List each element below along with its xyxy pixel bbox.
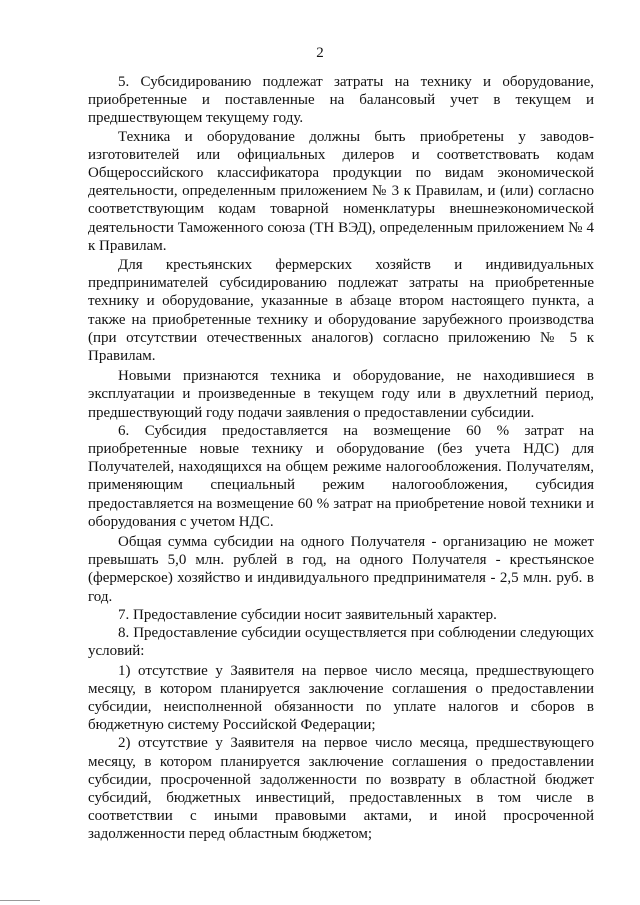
paragraph-5-costs: 5. Субсидированию подлежат затраты на технику и оборудование, приобретенные и поставленные на балансовый учет в текущем и предшествующем текущему году. <box>88 74 594 127</box>
paragraph-farm-holdings: Для крестьянских фермерских хозяйств и индивидуальных предпринимателей субсидированию подлежат затраты на приобретенные технику и оборудование, указанные в абзаце втором настоящего пункта, а также на приобретенные технику и оборудование зарубежного производства (при отсутствии отечественных аналогов) согласно приложению № 5 к Правилам. <box>88 257 594 365</box>
bottom-divider <box>0 900 40 901</box>
page-number: 2 <box>316 45 324 61</box>
paragraph-equipment-requirements: Техника и оборудование должны быть приобретены у заводов-изготовителей или официальных дилеров и соответствовать кодам Общероссийского классификатора продукции по видам экономической деятельности, определенным приложением № 3 к Правилам, и (или) согласно соответствующим кодам товарной номенклатуры внешнеэкономической деятельности Таможенного союза (ТН ВЭД), определенным приложением № 4 к Правилам. <box>88 128 594 254</box>
paragraph-6-subsidy-rate: 6. Субсидия предоставляется на возмещение 60 % затрат на приобретенные новые технику и оборудование (без учета НДС) для Получателей, находящихся на общем режиме налогообложения. Получателям, применяющим специальный режим налогообложения, субсидия предоставляется на возмещение 60 % затрат на приобретение новой техники и оборудования с учетом НДС. <box>88 422 594 530</box>
paragraph-7-declarative: 7. Предоставление субсидии носит заявительный характер. <box>118 606 497 623</box>
condition-item-1: 1) отсутствие у Заявителя на первое число месяца, предшествующего месяцу, в котором планируется заключение соглашения о предоставлении субсидии, неисполненной обязанности по уплате налогов и сборов в бюджетную систему Российской Федерации; <box>88 662 594 734</box>
paragraph-new-equipment: Новыми признаются техника и оборудование, не находившиеся в эксплуатации и произведенные в текущем году или в двухлетний период, предшествующий году подачи заявления о предоставлении субсидии. <box>88 368 594 421</box>
document-body <box>88 73 594 844</box>
paragraph-8-conditions: 8. Предоставление субсидии осуществляется при соблюдении следующих условий: <box>88 625 594 660</box>
condition-item-2: 2) отсутствие у Заявителя на первое число месяца, предшествующего месяцу, в котором планируется заключение соглашения о предоставлении субсидии, просроченной задолженности по возврату в областной бюджет субсидий, бюджетных инвестиций, предоставленных в том числе в соответствии с иными правовыми актами, и иной просроченной задолженности перед областным бюджетом; <box>88 735 594 843</box>
paragraph-subsidy-limit: Общая сумма субсидии на одного Получателя - организацию не может превышать 5,0 млн. рублей в год, на одного Получателя - крестьянское (фермерское) хозяйство и индивидуального предпринимателя - 2,5 млн. руб. в год. <box>88 534 594 605</box>
